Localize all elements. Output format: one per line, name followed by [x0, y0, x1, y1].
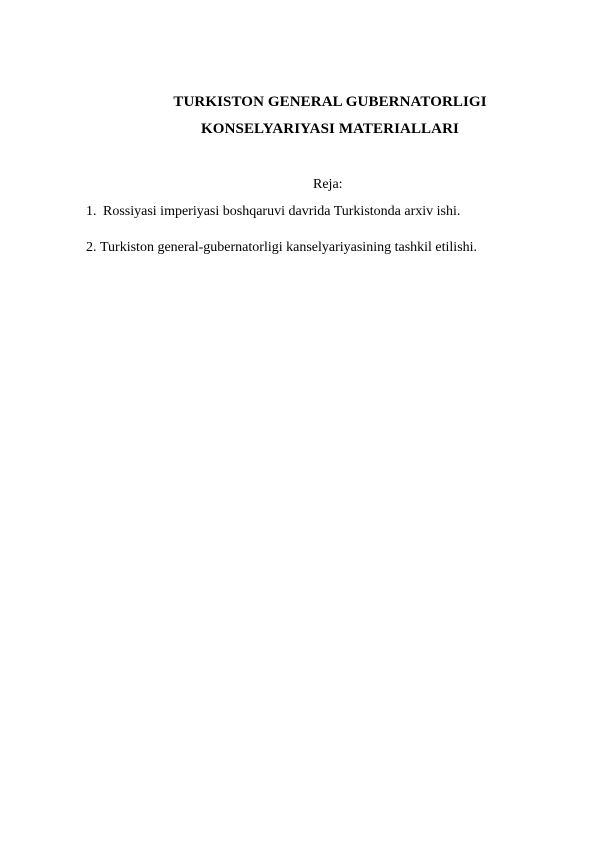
document-title-line-2: KONSELYARIYASI MATERIALLARI — [201, 121, 459, 137]
plan-heading: Reja: — [313, 177, 343, 192]
plan-item-text: Turkiston general-gubernatorligi kanselyariyasining tashkil etilishi. — [100, 240, 478, 255]
plan-item-number: 2. — [86, 240, 97, 255]
plan-item-2 — [86, 240, 477, 256]
plan-item-1 — [86, 204, 460, 220]
plan-item-number: 1. — [86, 204, 97, 219]
document-title-line-1: TURKISTON GENERAL GUBERNATORLIGI — [173, 94, 487, 110]
plan-item-text: Rossiyasi imperiyasi boshqaruvi davrida Turkistonda arxiv ishi. — [103, 204, 461, 219]
